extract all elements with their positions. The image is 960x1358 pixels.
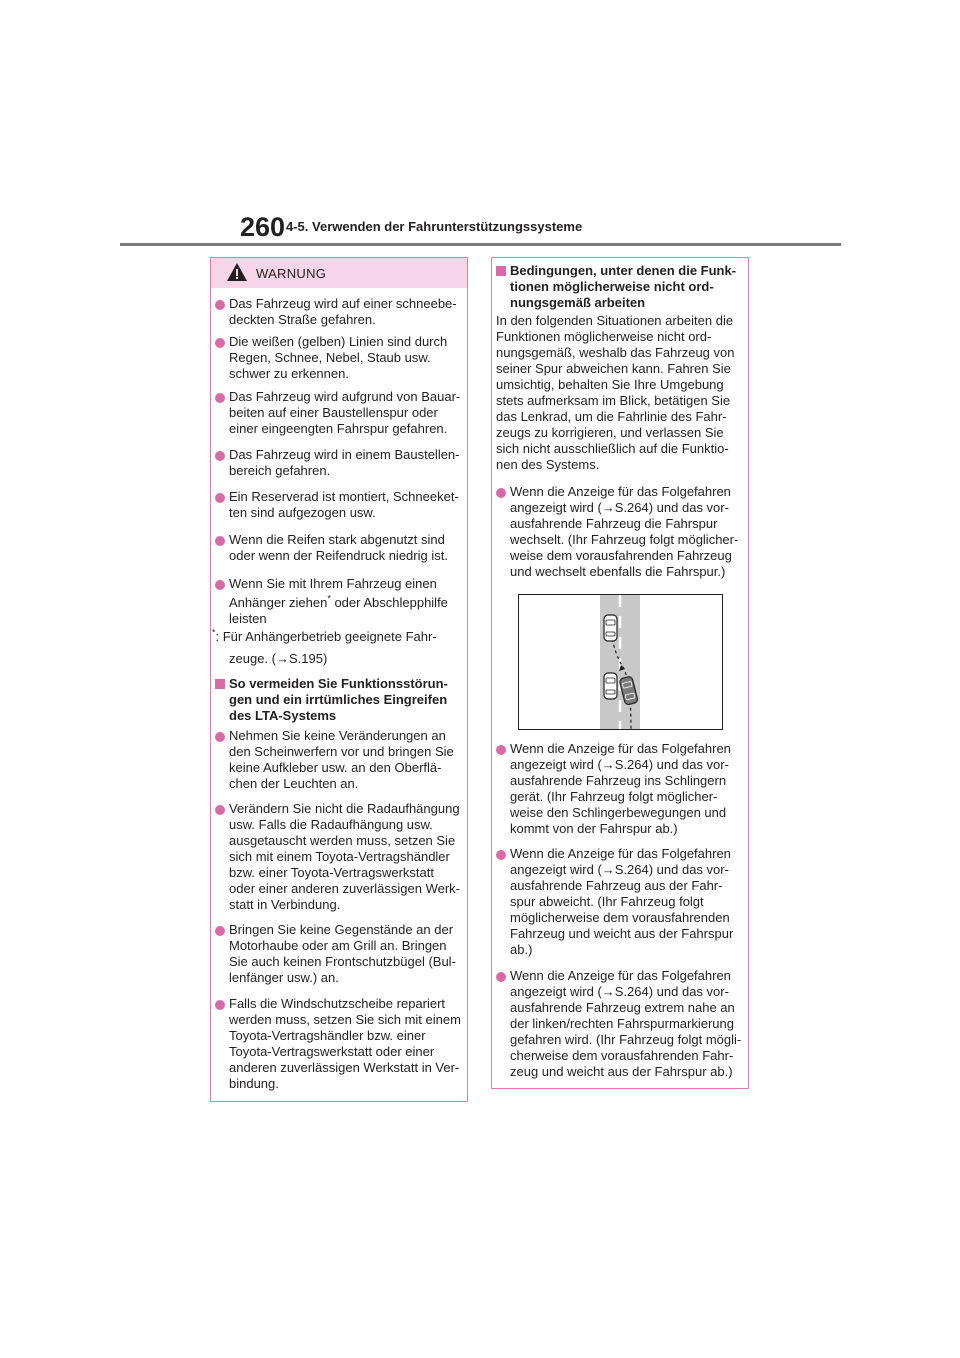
warning-sub-item-1: Nehmen Sie keine Veränderungen an den Scheinwerfern vor und bringen Sie keine Aufkleber usw. an den Oberflä- chen der Leuchten an. bbox=[229, 728, 454, 791]
footnote-text-1: : Für Anhängerbetrieb geeignete Fahr- bbox=[215, 629, 437, 644]
conditions-intro: In den folgenden Situationen arbeiten die Funktionen möglicherweise nicht ord- nungsgemäß, weshalb das Fahrzeug von seiner Spur abweichen kann. Fahren Sie umsichtig, behalten Sie Ihre Umgebung stets aufmerksam im Blick, betätigen Sie das Lenkrad, um die Fahrlinie des Fahr- zeugs zu korrigieren, und verlassen Sie sich nicht ausschließlich auf die Funktio- nen des Systems. bbox=[496, 313, 735, 472]
warning-item-3: Das Fahrzeug wird aufgrund von Bauar- beiten auf einer Baustellenspur oder einer eingeengten Fahrspur gefahren. bbox=[229, 389, 461, 436]
warning-sub-item-3: Bringen Sie keine Gegenstände an der Motorhaube oder am Grill an. Bringen Sie auch keinen Frontschutzbügel (Bul- lenfänger usw.) an. bbox=[229, 922, 456, 985]
warning-item-1: Das Fahrzeug wird auf einer schneebe- deckten Straße gefahren. bbox=[229, 296, 457, 327]
warning-sub-item-2: Verändern Sie nicht die Radaufhängung usw. Falls die Radaufhängung usw. ausgetauscht werden muss, setzen Sie sich mit einem Toyota-Vertragshändler bzw. einer Toyota-Vertragswerkstatt oder einer anderen zuverlässigen Werk- statt in Verbindung. bbox=[229, 801, 460, 912]
page-number: 260 bbox=[240, 212, 286, 242]
bullet-icon bbox=[215, 493, 225, 503]
section-square-icon bbox=[215, 679, 225, 689]
bullet-icon bbox=[215, 732, 225, 742]
warning-item-2: Die weißen (gelben) Linien sind durch Regen, Schnee, Nebel, Staub usw. schwer zu erkennen. bbox=[229, 334, 448, 381]
trailer-line-2 bbox=[229, 595, 465, 611]
warning-item-6: Wenn die Reifen stark abgenutzt sind oder wenn der Reifendruck niedrig ist. bbox=[229, 532, 448, 563]
bullet-icon bbox=[215, 805, 225, 815]
warning-sub-item-4: Falls die Windschutzscheibe repariert werden muss, setzen Sie sich mit einem Toyota-Vertragshändler bzw. einer Toyota-Vertragswerkstatt oder einer anderen zuverlässigen Werkstatt in Ver- bindung. bbox=[229, 996, 461, 1091]
warning-header bbox=[211, 258, 467, 288]
leading-vehicle-icon bbox=[604, 615, 617, 641]
bullet-icon bbox=[215, 338, 225, 348]
bullet-icon bbox=[496, 745, 506, 755]
warning-item-5: Ein Reserverad ist montiert, Schneeket- ten sind aufgezogen usw. bbox=[229, 489, 459, 520]
footnote-mark: * bbox=[212, 627, 216, 638]
bullet-icon bbox=[496, 488, 506, 498]
header-divider bbox=[120, 243, 841, 246]
bullet-icon bbox=[215, 393, 225, 403]
warning-item-trailer bbox=[229, 576, 465, 627]
condition-item-2: Wenn die Anzeige für das Folgefahren angezeigt wird (→S.264) und das vor- ausfahrende Fahrzeug ins Schlingern gerät. (Ihr Fahrzeug folgt möglicher- weise den Schlingerbewegungen und kommt von der Fahrspur ab.) bbox=[510, 741, 731, 836]
footnote-line-2: zeuge. (→S.195) bbox=[229, 651, 328, 666]
subsection-title: So vermeiden Sie Funktionsstörun- gen und ein irrtümliches Eingreifen des LTA-Systems bbox=[229, 676, 448, 723]
section-square-icon bbox=[496, 266, 506, 276]
footnote-line-1 bbox=[212, 629, 466, 645]
bullet-icon bbox=[215, 300, 225, 310]
trailer-line-1: Wenn Sie mit Ihrem Fahrzeug einen bbox=[229, 576, 437, 591]
conditions-title: Bedingungen, unter denen die Funk- tionen möglicherweise nicht ord- nungsgemäß arbeiten bbox=[510, 263, 737, 310]
bullet-icon bbox=[215, 926, 225, 936]
trailer-line-3: leisten bbox=[229, 611, 267, 626]
section-title: 4-5. Verwenden der Fahrunterstützungssysteme bbox=[286, 219, 583, 234]
lane-change-figure bbox=[518, 594, 723, 730]
trailer-line-2a: Anhänger ziehen bbox=[229, 595, 328, 610]
bullet-icon bbox=[496, 850, 506, 860]
footnote-sup: * bbox=[327, 593, 331, 604]
adjacent-vehicle-icon bbox=[604, 673, 617, 699]
trailer-line-2b: oder Abschlepphilfe bbox=[330, 595, 448, 610]
warning-title: WARNUNG bbox=[256, 266, 327, 281]
warning-triangle-icon bbox=[226, 262, 248, 282]
bullet-icon bbox=[215, 536, 225, 546]
condition-item-4: Wenn die Anzeige für das Folgefahren angezeigt wird (→S.264) und das vor- ausfahrende Fahrzeug extrem nahe an der linken/rechten Fahrspurmarkierung gefahren wird. (Ihr Fahrzeug folgt mögli- cherweise dem vorausfahrenden Fahr- zeug und weicht aus der Fahrspur ab.) bbox=[510, 968, 742, 1079]
condition-item-1: Wenn die Anzeige für das Folgefahren angezeigt wird (→S.264) und das vor- ausfahrende Fahrzeug die Fahrspur wechselt. (Ihr Fahrzeug folgt möglicher- weise dem vorausfahrenden Fahrzeug und wechselt ebenfalls die Fahrspur.) bbox=[510, 484, 739, 579]
condition-item-3: Wenn die Anzeige für das Folgefahren angezeigt wird (→S.264) und das vor- ausfahrende Fahrzeug aus der Fahr- spur abweicht. (Ihr Fahrzeug folgt möglicherweise dem vorausfahrenden Fahrzeug und weicht aus der Fahrspur ab.) bbox=[510, 846, 734, 957]
lane-change-illustration bbox=[519, 595, 722, 729]
bullet-icon bbox=[215, 1000, 225, 1010]
bullet-icon bbox=[215, 451, 225, 461]
bullet-icon bbox=[215, 580, 225, 590]
footnote bbox=[212, 629, 466, 667]
warning-item-4: Das Fahrzeug wird in einem Baustellen- bereich gefahren. bbox=[229, 447, 460, 478]
bullet-icon bbox=[496, 972, 506, 982]
